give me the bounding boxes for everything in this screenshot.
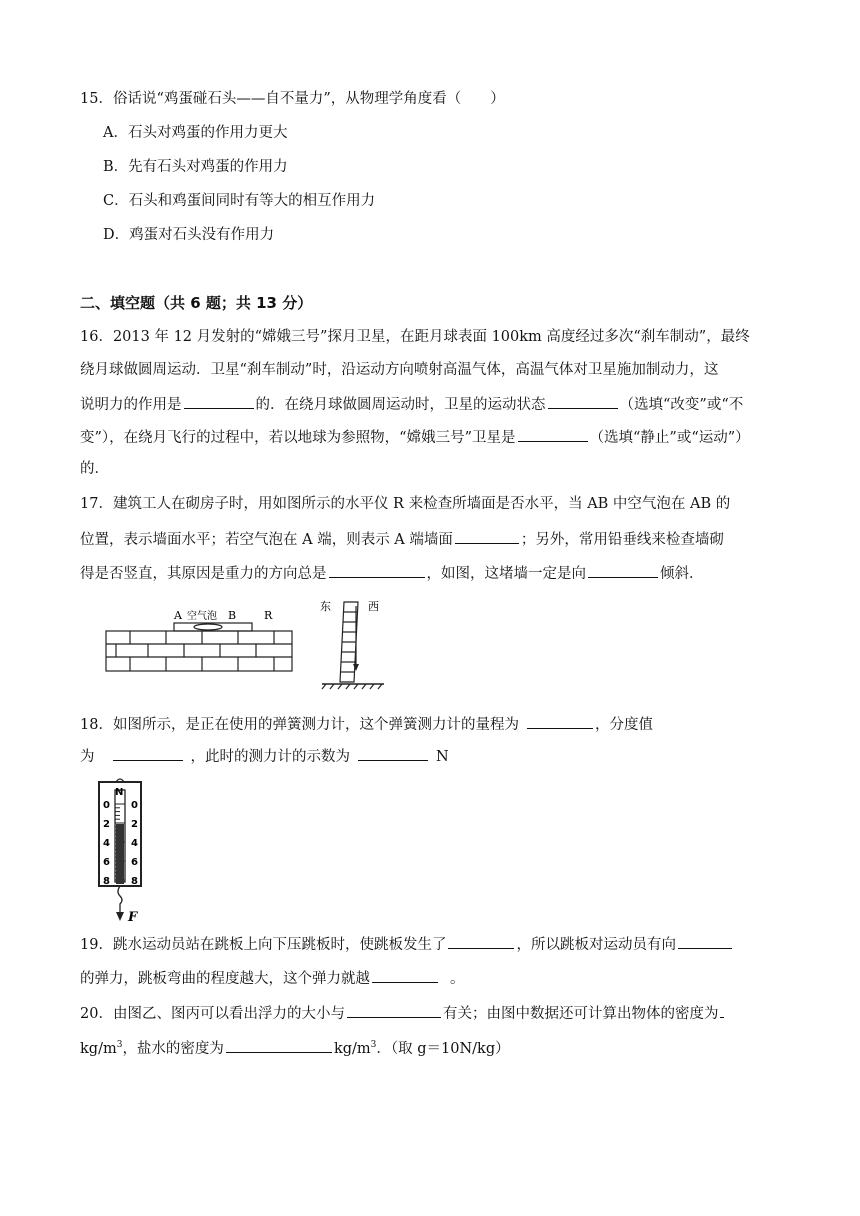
tick-label-left: 0 bbox=[103, 800, 110, 811]
spring-pointer bbox=[116, 824, 124, 884]
tick-label-left: 8 bbox=[103, 876, 110, 887]
q15-option-d: D．鸡蛋对石头没有作用力 bbox=[103, 227, 275, 243]
q16-text: 变”），在绕月飞行的过程中，若以地球为参照物，“嫦娥三号”卫星是 bbox=[80, 430, 516, 446]
q20-line-2 bbox=[80, 1036, 510, 1060]
q15-option-c: C．石头和鸡蛋间同时有等大的相互作用力 bbox=[103, 193, 376, 209]
tick-label-right: 2 bbox=[131, 819, 138, 830]
q15-option-b: B．先有石头对鸡蛋的作用力 bbox=[103, 159, 288, 175]
q16-line-5: 的． bbox=[80, 461, 109, 477]
tick-label-left: 4 bbox=[103, 838, 110, 849]
q18-text: ，此时的测力计的示数为 bbox=[190, 749, 350, 765]
q18-text: 为 bbox=[80, 749, 95, 765]
q17-text: 得是否竖直，其原因是重力的方向总是 bbox=[80, 566, 327, 582]
q16-line-4 bbox=[80, 425, 750, 449]
plumb-line-wall-figure bbox=[318, 598, 388, 690]
tick-label-right: 4 bbox=[131, 838, 138, 849]
answer-blank[interactable] bbox=[448, 932, 514, 949]
q15-option-a: A．石头对鸡蛋的作用力更大 bbox=[103, 125, 288, 141]
q20-text: ．（取 g＝10N/kg） bbox=[376, 1041, 510, 1057]
q16-line-2: 绕月球做圆周运动．卫星“刹车制动”时，沿运动方向喷射高温气体，高温气体对卫星施加制动力，这 bbox=[80, 362, 719, 378]
q17-line-2 bbox=[80, 527, 724, 551]
q16-text: 说明力的作用是 bbox=[80, 397, 182, 413]
plumb-bob bbox=[353, 664, 359, 671]
answer-blank[interactable] bbox=[358, 744, 428, 761]
tick-label-right: 6 bbox=[131, 857, 138, 868]
q17-text: 倾斜． bbox=[660, 566, 704, 582]
q20-text: kg/m bbox=[333, 1041, 371, 1057]
answer-blank[interactable] bbox=[527, 712, 593, 729]
answer-blank[interactable] bbox=[518, 425, 588, 442]
force-label: F bbox=[128, 910, 138, 924]
q20-text: 有关；由图中数据还可计算出物体的密度为 bbox=[442, 1006, 719, 1022]
answer-blank[interactable] bbox=[455, 527, 519, 544]
q20-text: ，盐水的密度为 bbox=[122, 1041, 224, 1057]
answer-blank[interactable] bbox=[548, 392, 618, 409]
tick-label-right: 0 bbox=[131, 800, 138, 811]
q16-line-1: 16．2013 年 12 月发射的“嫦娥三号”探月卫星，在距月球表面 100km 高度经过多次“刹车制动”，最终 bbox=[80, 329, 750, 345]
bottom-hook bbox=[118, 886, 122, 914]
superscript: 3 bbox=[370, 1040, 377, 1051]
answer-blank[interactable] bbox=[588, 561, 658, 578]
label-a: A bbox=[174, 609, 182, 622]
q19-text: 19．跳水运动员站在跳板上向下压跳板时，使跳板发生了 bbox=[80, 937, 447, 953]
q17-line-1: 17．建筑工人在砌房子时，用如图所示的水平仪 R 来检查所墙面是否水平，当 AB 中空气泡在 AB 的 bbox=[80, 496, 731, 512]
q17-text: 位置，表示墙面水平；若空气泡在 A 端，则表示 A 端墙面 bbox=[80, 532, 453, 548]
tick-label-left: 2 bbox=[103, 819, 110, 830]
answer-blank[interactable] bbox=[720, 1001, 724, 1018]
q19-line-2 bbox=[80, 966, 465, 990]
answer-blank[interactable] bbox=[372, 966, 438, 983]
q16-text: （选填“静止”或“运动”） bbox=[589, 430, 750, 446]
section-heading: 二、填空题（共 6 题；共 13 分） bbox=[80, 294, 313, 312]
q19-line-1 bbox=[80, 932, 734, 956]
q18-line-1 bbox=[80, 712, 653, 736]
q18-text: 18．如图所示，是正在使用的弹簧测力计，这个弹簧测力计的量程为 bbox=[80, 717, 519, 733]
q18-text: N bbox=[436, 749, 449, 765]
air-bubble bbox=[194, 624, 222, 630]
spring-scale-figure bbox=[94, 776, 146, 924]
question-15-stem: 15．俗话说“鸡蛋碰石头——自不量力”，从物理学角度看（ ） bbox=[80, 91, 505, 107]
q17-line-3 bbox=[80, 561, 704, 585]
answer-blank[interactable] bbox=[184, 392, 254, 409]
answer-blank[interactable] bbox=[347, 1001, 441, 1018]
unit-label: N bbox=[115, 787, 124, 798]
q19-text: 。 bbox=[450, 971, 465, 987]
q16-text: 的．在绕月球做圆周运动时，卫星的运动状态 bbox=[255, 397, 546, 413]
q16-text: （选填“改变”或“不 bbox=[619, 397, 744, 413]
label-bubble: 空气泡 bbox=[187, 611, 217, 622]
answer-blank[interactable] bbox=[329, 561, 425, 578]
label-b: B bbox=[228, 609, 237, 622]
tick-label-left: 6 bbox=[103, 857, 110, 868]
superscript: 3 bbox=[116, 1040, 123, 1051]
q18-text: ，分度值 bbox=[594, 717, 653, 733]
q18-line-2 bbox=[80, 744, 449, 768]
label-east: 东 bbox=[320, 600, 331, 613]
force-arrow bbox=[116, 912, 124, 921]
q17-text: ，如图，这堵墙一定是向 bbox=[426, 566, 586, 582]
tick-label-right: 8 bbox=[131, 876, 138, 887]
q19-text: 的弹力，跳板弯曲的程度越大，这个弹力就越 bbox=[80, 971, 370, 987]
answer-blank[interactable] bbox=[113, 744, 183, 761]
q17-text: ；另外，常用铅垂线来检查墙砌 bbox=[520, 532, 724, 548]
q20-text: kg/m bbox=[80, 1041, 117, 1057]
q19-text: ，所以跳板对运动员有向 bbox=[516, 937, 676, 953]
spirit-level-wall-figure bbox=[100, 603, 300, 675]
answer-blank[interactable] bbox=[678, 932, 732, 949]
label-west: 西 bbox=[368, 600, 379, 613]
label-r: R bbox=[264, 609, 273, 622]
q16-line-3 bbox=[80, 392, 743, 416]
answer-blank[interactable] bbox=[226, 1036, 332, 1053]
q20-line-1 bbox=[80, 1001, 726, 1025]
q20-text: 20．由图乙、图丙可以看出浮力的大小与 bbox=[80, 1006, 345, 1022]
